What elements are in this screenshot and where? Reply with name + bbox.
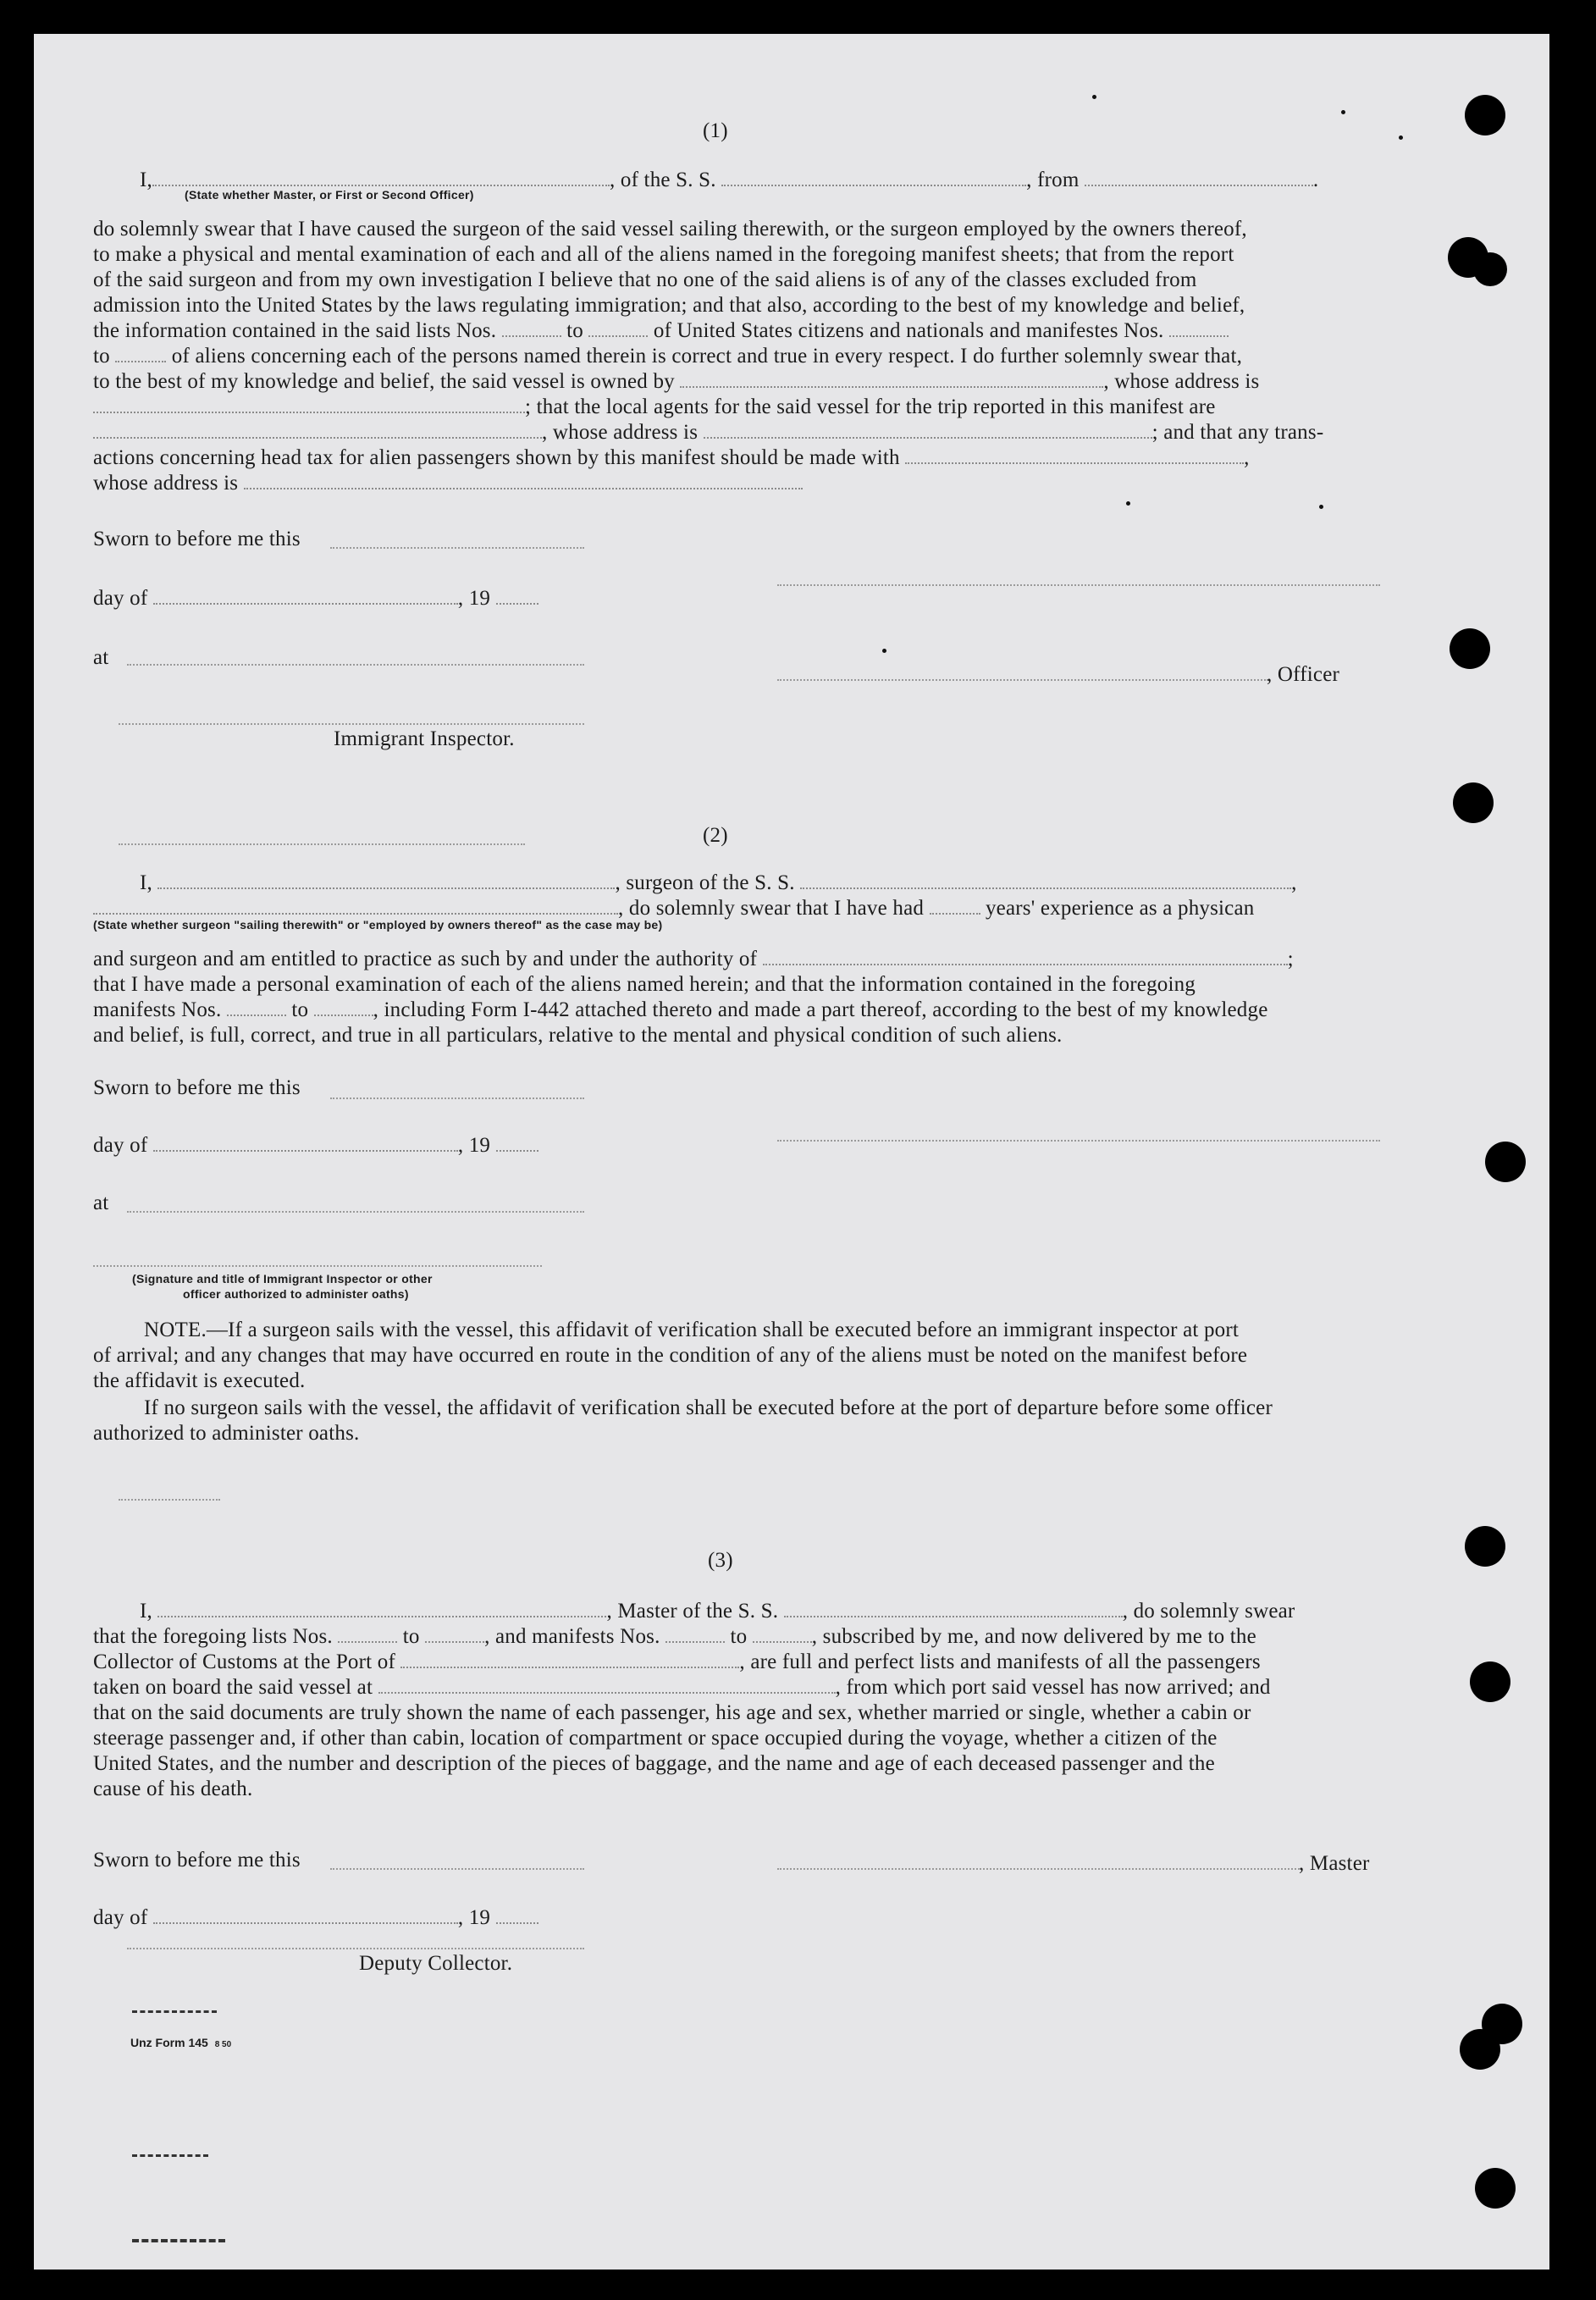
agents-field[interactable] <box>93 437 542 439</box>
section-number: (1) <box>703 119 728 142</box>
year-field[interactable] <box>496 603 538 605</box>
day-of-label: day of , 19 <box>93 1905 538 1931</box>
note-paragraph: NOTE.—If a surgeon sails with the vessel, this affidavit of verification shall be executed before an immigrant inspector at port of arrival; and any changes that may have occurred en route in the condition of any of the aliens must be noted on the manifest before the affidavit is executed. <box>93 1319 1248 1392</box>
blank-line <box>119 1499 220 1501</box>
officer-label: , Officer <box>1267 663 1340 686</box>
oath-line-headtax: actions concerning head tax for alien passengers shown by this manifest should be made with , <box>93 446 1250 469</box>
section-number: (3) <box>708 1549 733 1572</box>
punch-hole <box>1485 1142 1526 1182</box>
punch-hole <box>1473 252 1507 286</box>
day-of-field[interactable] <box>153 1922 458 1924</box>
speck <box>882 649 886 653</box>
collector-label: Deputy Collector. <box>359 1952 513 1975</box>
dash-line <box>132 2010 217 2013</box>
punch-hole <box>1465 1526 1505 1567</box>
signature-note: officer authorized to administer oaths) <box>183 1287 409 1301</box>
day-of-label: day of , 19 <box>93 1133 538 1158</box>
speck <box>1399 135 1403 140</box>
sworn-date-field[interactable] <box>330 1868 584 1870</box>
inspector-signature-field[interactable] <box>119 723 584 725</box>
punch-hole <box>1450 628 1490 669</box>
manifests-from-field[interactable] <box>1169 335 1229 337</box>
at-field[interactable] <box>127 1211 584 1213</box>
manifests-from-field[interactable] <box>227 1015 286 1016</box>
form-id: Unz Form 145 8 50 <box>130 2036 232 2049</box>
lists-to-field[interactable] <box>588 335 648 337</box>
master-vessel-field[interactable] <box>784 1616 1123 1617</box>
speck <box>1319 505 1323 509</box>
master-line-2: that the foregoing lists Nos. to , and manifests Nos. to , subscribed by me, and now delivered by me to the <box>93 1625 1256 1648</box>
sworn-label: Sworn to before me this <box>93 1849 301 1872</box>
master-line-4: taken on board the said vessel at , from which port said vessel has now arrived; and <box>93 1676 1271 1699</box>
dash-line <box>132 2154 208 2157</box>
manifests-from-field[interactable] <box>665 1641 725 1643</box>
owner-field[interactable] <box>680 386 1103 388</box>
sworn-date-field[interactable] <box>330 1097 584 1099</box>
surgeon-type-note: (State whether surgeon "sailing therewith" or "employed by owners thereof" as the case may be) <box>93 918 663 932</box>
from-port-field[interactable] <box>1085 185 1313 186</box>
surgeon-signature-field[interactable] <box>777 1140 1380 1142</box>
lists-from-field[interactable] <box>338 1641 397 1643</box>
surgeon-line-3: and surgeon and am entitled to practice as such by and under the authority of ; <box>93 948 1294 970</box>
day-of-label: day of , 19 <box>93 586 538 611</box>
surgeon-name-field[interactable] <box>157 887 615 889</box>
surgeon-type-field[interactable] <box>93 913 618 915</box>
officer-signature-field[interactable] <box>777 584 1380 586</box>
officer-name-field[interactable] <box>777 679 1268 681</box>
vessel-field[interactable] <box>721 185 1026 186</box>
oath-line-agents: ; that the local agents for the said vessel for the trip reported in this manifest are <box>93 395 1216 420</box>
form-page <box>34 34 1549 2270</box>
owner-address-field[interactable] <box>93 412 525 413</box>
master-paragraph: that on the said documents are truly shown the name of each passenger, his age and sex, whether married or single, whether a cabin or steerage passenger and, if other than cabin, location of compartment or space occupied during the voyage, whether a citizen of the United States, and the number and description of the pieces of baggage, and the name and age of each deceased passenger and the cause of his death. <box>93 1701 1251 1800</box>
sworn-date-field[interactable] <box>330 547 584 549</box>
punch-hole <box>1465 95 1505 135</box>
oath-line-agents-address: , whose address is ; and that any trans- <box>93 420 1323 445</box>
speck <box>1092 95 1096 99</box>
surgeon-line-1: I, , surgeon of the S. S. , <box>140 871 1297 894</box>
year-field[interactable] <box>496 1922 538 1924</box>
punch-hole <box>1475 2168 1516 2209</box>
headtax-address-field[interactable] <box>244 488 803 489</box>
punch-hole <box>1460 2029 1500 2070</box>
at-label: at <box>93 646 109 669</box>
authority-field[interactable] <box>763 964 1288 965</box>
blank-line <box>119 843 525 845</box>
surgeon-line-2: , do solemnly swear that I have had years' experience as a physican <box>93 896 1254 921</box>
inspector-label: Immigrant Inspector. <box>334 727 515 750</box>
master-label: , Master <box>1299 1852 1370 1875</box>
sworn-label: Sworn to before me this <box>93 1076 301 1099</box>
oath-line-headtax-address: whose address is <box>93 471 803 496</box>
punch-hole <box>1470 1661 1510 1702</box>
signature-note: (Signature and title of Immigrant Inspector or other <box>132 1272 433 1285</box>
collector-signature-field[interactable] <box>127 1948 584 1949</box>
surgeon-line-5: manifests Nos. to , including Form I-442 attached thereto and made a part thereof, according to the best of my knowledge <box>93 998 1268 1021</box>
master-signature-field[interactable] <box>777 1868 1302 1870</box>
speck <box>1126 501 1130 506</box>
oath-line-lists: the information contained in the said lists Nos. to of United States citizens and nationals and manifestes Nos. <box>93 318 1229 344</box>
at-field[interactable] <box>127 664 584 666</box>
punch-hole <box>1453 782 1494 823</box>
surgeon-vessel-field[interactable] <box>800 887 1291 889</box>
surgeon-line-4: that I have made a personal examination of each of the aliens named herein; and that the information contained in the foregoing <box>93 973 1196 996</box>
oath-line-owner: to the best of my knowledge and belief, the said vessel is owned by , whose address is <box>93 370 1260 393</box>
oath-paragraph: do solemnly swear that I have caused the surgeon of the said vessel sailing therewith, or the surgeon employed by the owners thereof, to make a physical and mental examination of each and all of the aliens named in the foregoing manifest sheets; that from the report of the said surgeon and from my own investigation I believe that no one of the said aliens is of any of the classes excluded from admission into the United States by the laws regulating immigration; and that also, according to the best of my knowledge and belief, <box>93 218 1247 317</box>
dash-line <box>132 2239 225 2242</box>
master-line-1: I, , Master of the S. S. , do solemnly swear <box>140 1600 1295 1623</box>
headtax-party-field[interactable] <box>905 462 1244 464</box>
lists-to-field[interactable] <box>425 1641 484 1643</box>
departure-port-field[interactable] <box>378 1692 836 1694</box>
years-field[interactable] <box>930 913 980 915</box>
note-paragraph-2: If no surgeon sails with the vessel, the affidavit of verification shall be executed before at the port of departure before some officer authorized to administer oaths. <box>93 1396 1273 1445</box>
at-label: at <box>93 1191 109 1214</box>
officer-rank-note: (State whether Master, or First or Second Officer) <box>185 188 474 202</box>
lists-from-field[interactable] <box>502 335 561 337</box>
name-field[interactable] <box>152 185 610 186</box>
port-field[interactable] <box>400 1667 739 1668</box>
oath-line-aliens: to of aliens concerning each of the persons named therein is correct and true in every respect. I do further solemnly swear that, <box>93 345 1243 368</box>
manifests-to-field[interactable] <box>753 1641 812 1643</box>
inspector-signature-field[interactable] <box>93 1265 542 1267</box>
master-name-field[interactable] <box>157 1616 606 1617</box>
day-of-field[interactable] <box>153 603 458 605</box>
speck <box>1341 110 1345 114</box>
agents-address-field[interactable] <box>704 437 1152 439</box>
surgeon-line-6: and belief, is full, correct, and true in all particulars, relative to the mental and physical condition of such aliens. <box>93 1024 1063 1047</box>
year-field[interactable] <box>496 1150 538 1152</box>
manifests-to-field[interactable] <box>115 361 166 362</box>
section-number: (2) <box>703 824 728 847</box>
oath-line-1: I, , of the S. S. , from . <box>140 169 1319 191</box>
master-line-3: Collector of Customs at the Port of , are full and perfect lists and manifests of all the passengers <box>93 1650 1261 1673</box>
manifests-to-field[interactable] <box>314 1015 373 1016</box>
day-of-field[interactable] <box>153 1150 458 1152</box>
sworn-label: Sworn to before me this <box>93 528 301 550</box>
